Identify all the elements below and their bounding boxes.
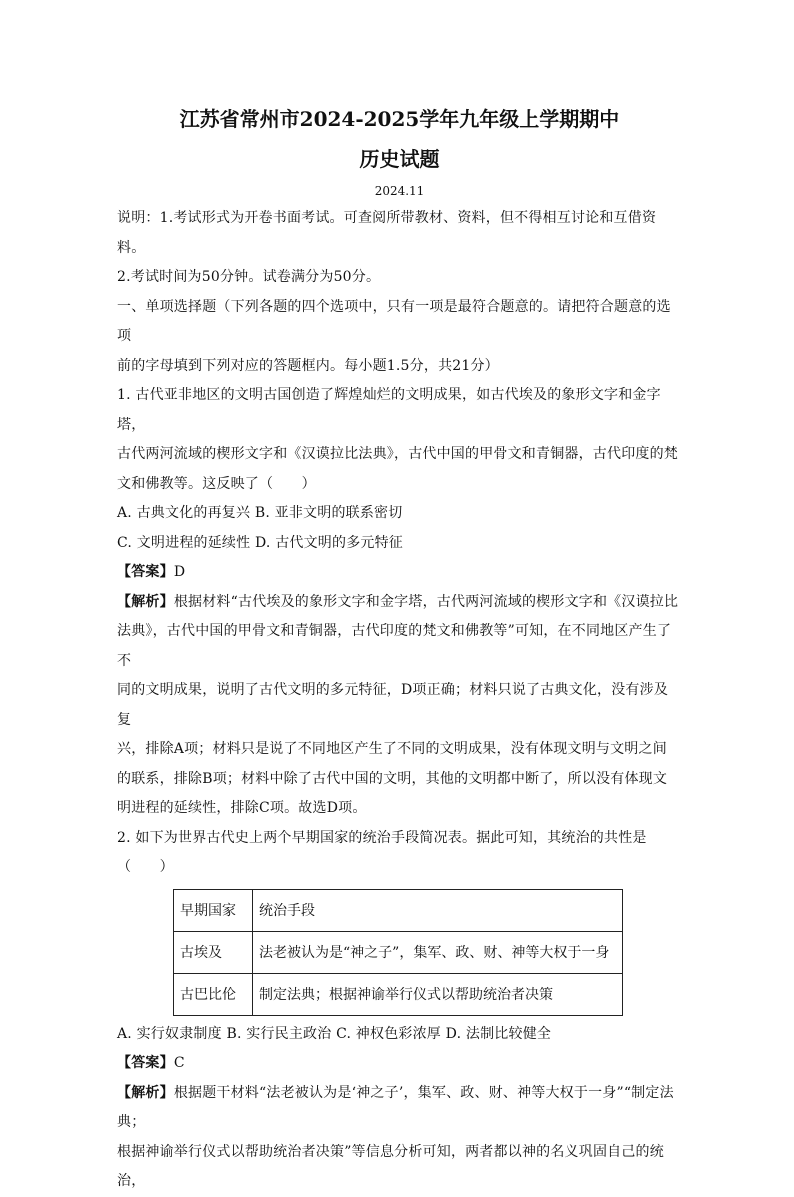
q2-analysis-line-2: 根据神谕举行仪式以帮助统治者决策”等信息分析可知，两者都以神的名义巩固自己的统治， (117, 1143, 664, 1189)
q1-options-line-1: A. 古典文化的再复兴 B. 亚非文明的联系密切 (117, 505, 403, 521)
table-cell: 古埃及 (174, 931, 253, 973)
q2-answer (117, 1049, 682, 1079)
q2-analysis-line-1 (117, 1079, 682, 1138)
q1-options-line-2: C. 文明进程的延续性 D. 古代文明的多元特征 (117, 534, 403, 551)
table-cell: 法老被认为是“神之子”，集军、政、财、神等大权于一身 (253, 931, 623, 973)
analysis-label: 【解析】 (117, 593, 174, 610)
q1-analysis-line-5: 的联系，排除B项；材料中除了古代中国的文明，其他的文明都中断了，所以没有体现文 (117, 770, 668, 787)
q1-stem-line-1: 1. 古代亚非地区的文明古国创造了辉煌灿烂的文明成果，如古代埃及的象形文字和金字塔， (117, 387, 661, 433)
q1-answer (117, 558, 682, 588)
analysis-label: 【解析】 (117, 1084, 174, 1101)
table-header-cell: 早期国家 (174, 889, 253, 931)
table-header-cell: 统治手段 (253, 889, 623, 931)
table-row (174, 931, 623, 973)
analysis-text: 根据材料“古代埃及的象形文字和金字塔，古代两河流域的楔形文字和《汉谟拉比 (173, 593, 679, 610)
q1-analysis-line-6: 明进程的延续性，排除C项。故选D项。 (117, 800, 367, 816)
page-title: 江苏省常州市2024-2025学年九年级上学期期中 (179, 107, 620, 131)
page-subtitle: 历史试题 (359, 147, 440, 171)
q1-analysis-line-2: 法典》，古代中国的甲骨文和青铜器，古代印度的梵文和佛教等”可知，在不同地区产生了不 (117, 623, 672, 669)
analysis-text: 根据题干材料“法老被认为是‘神之子’，集军、政、财、神等大权于一身”“制定法典； (117, 1084, 674, 1130)
table-header-row (174, 889, 623, 931)
instruction-line-1: 说明：1.考试形式为开卷书面考试。可查阅所带教材、资料，但不得相互讨论和互借资料。 (117, 210, 657, 256)
section-heading-line-2: 前的字母填到下列对应的答题框内。每小题1.5分，共21分） (117, 357, 499, 374)
instruction-line-2: 2.考试时间为50分钟。试卷满分为50分。 (117, 269, 381, 285)
q2-options: A. 实行奴隶制度 B. 实行民主政治 C. 神权色彩浓厚 D. 法制比较健全 (117, 1025, 552, 1042)
q1-analysis-line-1 (117, 588, 682, 618)
table-cell: 制定法典；根据神谕举行仪式以帮助统治者决策 (253, 973, 623, 1015)
answer-value: C (173, 1055, 185, 1071)
table-row (174, 973, 623, 1015)
q1-stem-line-3: 文和佛教等。这反映了（ ） (117, 475, 316, 492)
q2-stem-line-2: （ ） (117, 859, 174, 875)
q2-stem-line-1: 2. 如下为世界古代史上两个早期国家的统治手段简况表。据此可知，其统治的共性是 (117, 829, 647, 846)
section-heading-line-1: 一、单项选择题（下列各题的四个选项中，只有一项是最符合题意的。请把符合题意的选项 (117, 298, 671, 344)
q1-analysis-line-3: 同的文明成果，说明了古代文明的多元特征，D项正确；材料只说了古典文化，没有涉及复 (117, 682, 669, 728)
answer-value: D (173, 564, 186, 580)
answer-label: 【答案】 (117, 1055, 174, 1071)
q1-stem-line-2: 古代两河流域的楔形文字和《汉谟拉比法典》，古代中国的甲骨文和青铜器，古代印度的梵 (117, 446, 678, 462)
q1-analysis-line-4: 兴，排除A项；材料只是说了不同地区产生了不同的文明成果，没有体现文明与文明之间 (117, 741, 667, 757)
answer-label: 【答案】 (117, 564, 174, 580)
exam-date: 2024.11 (374, 184, 425, 198)
table-cell: 古巴比伦 (174, 973, 253, 1015)
rule-methods-table (173, 889, 623, 1016)
